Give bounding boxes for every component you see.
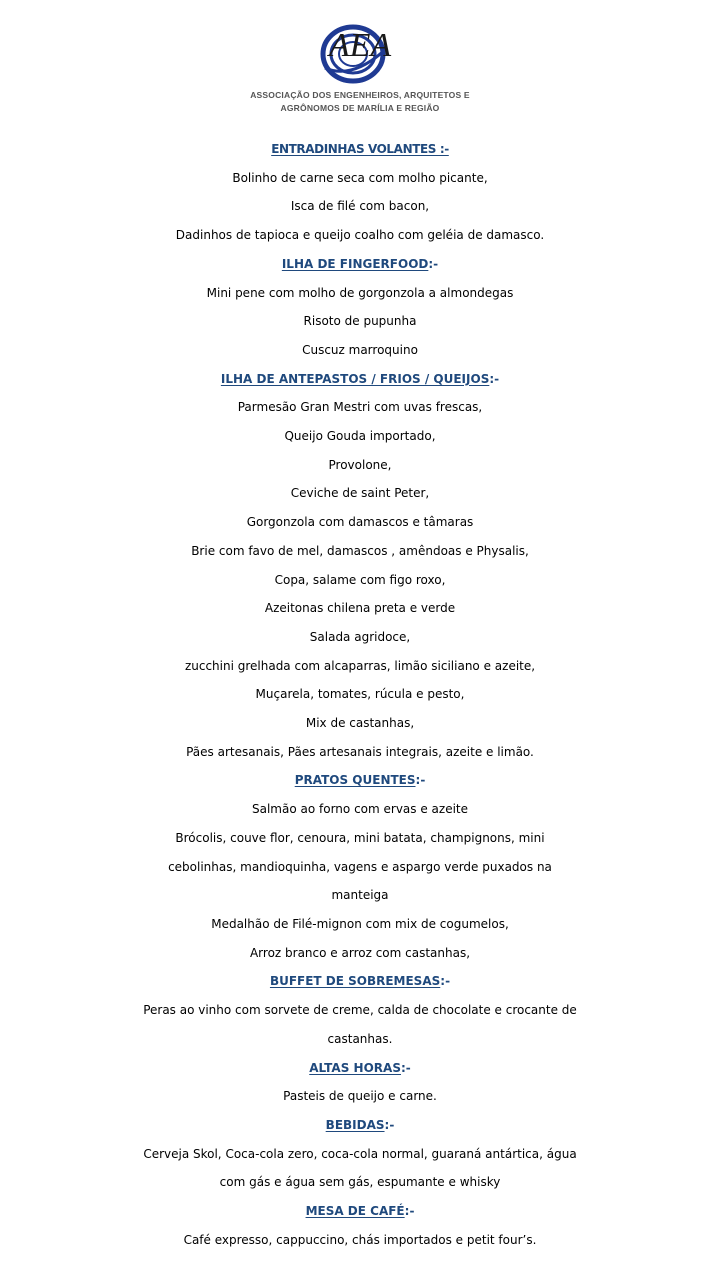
- menu-item: Peras ao vinho com sorvete de creme, calda de chocolate e crocante de: [143, 1003, 577, 1018]
- org-name-line1: ASSOCIAÇÃO DOS ENGENHEIROS, ARQUITETOS E: [250, 90, 470, 100]
- menu-item: cebolinhas, mandioquinha, vagens e aspargo verde puxados na: [168, 859, 552, 874]
- menu-item: zucchini grelhada com alcaparras, limão siciliano e azeite,: [184, 658, 536, 673]
- menu-item: manteiga: [331, 888, 389, 903]
- menu-item: Provolone,: [328, 457, 392, 472]
- menu-list: [0, 135, 720, 1254]
- menu-item: Pães artesanais, Pães artesanais integrais, azeite e limão.: [186, 744, 534, 759]
- menu-item: Queijo Gouda importado,: [284, 429, 436, 444]
- menu-item: Mix de castanhas,: [305, 716, 415, 731]
- section-heading: ALTAS HORAS:-: [309, 1060, 411, 1075]
- menu-item: Parmesão Gran Mestri com uvas frescas,: [237, 400, 483, 415]
- section-heading: MESA DE CAFÉ:-: [305, 1204, 415, 1219]
- menu-item: Salmão ao forno com ervas e azeite: [252, 802, 468, 817]
- menu-item: Cerveja Skol, Coca-cola zero, coca-cola normal, guaraná antártica, água: [143, 1146, 577, 1161]
- menu-item: Salada agridoce,: [309, 629, 411, 644]
- menu-item: Brie com favo de mel, damascos , amêndoas e Physalis,: [191, 543, 529, 558]
- section-heading: ILHA DE ANTEPASTOS / FRIOS / QUEIJOS:-: [220, 371, 500, 386]
- section-heading: PRATOS QUENTES:-: [294, 773, 426, 788]
- section-heading: BUFFET DE SOBREMESAS:-: [269, 974, 451, 989]
- menu-item: Cuscuz marroquino: [302, 342, 418, 357]
- menu-item: Dadinhos de tapioca e queijo coalho com geléia de damasco.: [175, 228, 545, 243]
- menu-item: Café expresso, cappuccino, chás importados e petit four’s.: [183, 1232, 537, 1247]
- section-heading: ENTRADINHAS VOLANTES :-: [271, 142, 449, 156]
- menu-item: Medalhão de Filé-mignon com mix de cogumelos,: [211, 916, 509, 931]
- menu-item: Arroz branco e arroz com castanhas,: [249, 945, 471, 960]
- menu-item: Isca de filé com bacon,: [290, 199, 430, 214]
- section-heading: ILHA DE FINGERFOOD:-: [281, 256, 439, 271]
- logo-letters: AEA: [328, 27, 392, 64]
- menu-item: Bolinho de carne seca com molho picante,: [232, 170, 488, 185]
- menu-item: Copa, salame com figo roxo,: [274, 572, 446, 587]
- menu-item: Risoto de pupunha: [303, 314, 417, 329]
- menu-item: Gorgonzola com damascos e tâmaras: [246, 515, 474, 530]
- logo-block: [0, 8, 720, 114]
- section-heading: BEBIDAS:-: [325, 1117, 395, 1132]
- menu-item: Muçarela, tomates, rúcula e pesto,: [255, 687, 465, 702]
- org-name-line2: AGRÔNOMOS DE MARÍLIA E REGIÃO: [280, 103, 440, 113]
- aea-logo-icon: [305, 8, 415, 88]
- menu-item: Azeitonas chilena preta e verde: [264, 601, 456, 616]
- menu-item: Pasteis de queijo e carne.: [283, 1089, 437, 1104]
- menu-item: com gás e água sem gás, espumante e whisky: [219, 1175, 501, 1190]
- menu-item: Brócolis, couve flor, cenoura, mini batata, champignons, mini: [175, 830, 545, 845]
- menu-item: castanhas.: [327, 1031, 393, 1046]
- menu-item: Ceviche de saint Peter,: [290, 486, 430, 501]
- menu-item: Mini pene com molho de gorgonzola a almondegas: [206, 285, 514, 300]
